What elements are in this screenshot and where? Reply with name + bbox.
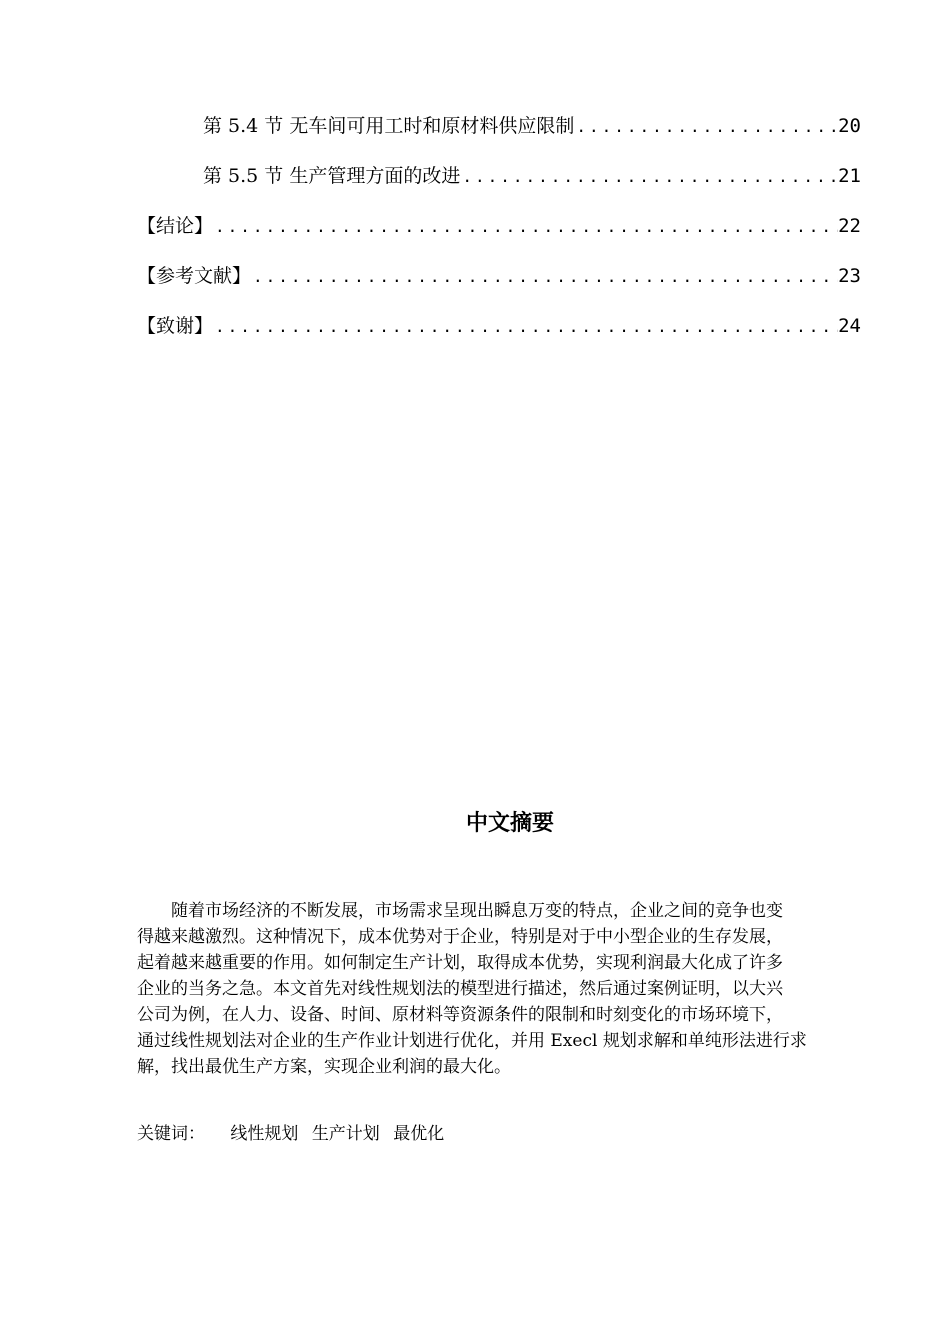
toc-dot-leader xyxy=(213,315,838,339)
abstract-line: 得越来越激烈。这种情况下，成本优势对于企业，特别是对于中小型企业的生存发展， xyxy=(137,927,783,947)
abstract-line: 解，找出最优生产方案，实现企业利润的最大化。 xyxy=(137,1057,511,1077)
toc-entry-title: 【参考文献】 xyxy=(137,265,252,287)
toc-dot-leader xyxy=(251,265,838,289)
toc-entry-acknowledgements[interactable] xyxy=(137,314,861,339)
toc-entry-title: 【结论】 xyxy=(137,215,214,237)
keywords-label: 关键词： xyxy=(137,1124,205,1144)
abstract-paragraph xyxy=(137,898,887,1080)
toc-dot-leader xyxy=(460,165,838,189)
keyword-item: 最优化 xyxy=(393,1124,445,1144)
toc-page-number: 21 xyxy=(838,165,861,187)
toc-page-number: 20 xyxy=(838,115,861,137)
keyword-item: 线性规划 xyxy=(230,1124,299,1144)
toc-entry-title: 第 5.5 节 生产管理方面的改进 xyxy=(203,165,461,187)
toc-dot-leader xyxy=(574,115,838,139)
toc-entry-5-4[interactable] xyxy=(203,114,861,139)
toc-entry-title: 【致谢】 xyxy=(137,315,214,337)
abstract-line: 随着市场经济的不断发展，市场需求呈现出瞬息万变的特点，企业之间的竞争也变 xyxy=(171,901,783,921)
toc-entry-references[interactable] xyxy=(137,264,861,289)
abstract-line: 通过线性规划法对企业的生产作业计划进行优化，并用 Execl 规划求解和单纯形法进行求 xyxy=(137,1031,807,1051)
keywords-line xyxy=(137,1121,452,1147)
keyword-item: 生产计划 xyxy=(311,1124,380,1144)
toc-page-number: 22 xyxy=(838,215,861,237)
toc-dot-leader xyxy=(213,215,838,239)
abstract-heading: 中文摘要 xyxy=(465,811,554,836)
toc-entry-title: 第 5.4 节 无车间可用工时和原材料供应限制 xyxy=(203,115,575,137)
toc-entry-5-5[interactable] xyxy=(203,164,861,189)
abstract-line: 公司为例，在人力、设备、时间、原材料等资源条件的限制和时刻变化的市场环境下， xyxy=(137,1005,783,1025)
toc-page-number: 23 xyxy=(838,265,861,287)
toc-entry-conclusion[interactable] xyxy=(137,214,861,239)
abstract-line: 企业的当务之急。本文首先对线性规划法的模型进行描述，然后通过案例证明，以大兴 xyxy=(137,979,783,999)
toc-page-number: 24 xyxy=(838,315,861,337)
abstract-line: 起着越来越重要的作用。如何制定生产计划，取得成本优势，实现利润最大化成了许多 xyxy=(137,953,783,973)
